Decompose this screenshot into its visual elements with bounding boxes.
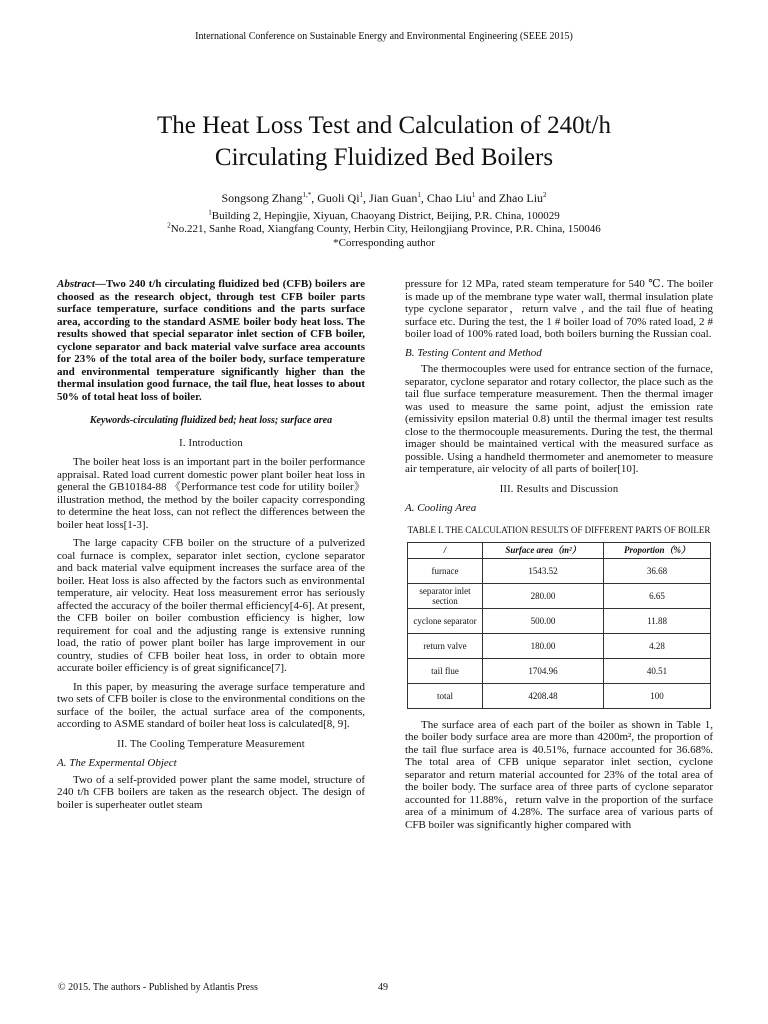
keywords: Keywords-circulating fluidized bed; heat loss; surface area — [89, 415, 333, 426]
table-cell: furnace — [408, 558, 483, 583]
author-separator: , — [420, 191, 427, 205]
table-cell: separator inlet section — [408, 583, 483, 608]
paper-title — [0, 110, 768, 174]
table-cell: return valve — [408, 633, 483, 658]
section-heading-results: III. Results and Discussion — [499, 483, 619, 495]
paragraph: The boiler heat loss is an important part in the boiler performance appraisal. Rated load current domestic power plant boiler heat loss in general the GB10184-88 《Performance test code for utility boiler》illustration method, the method by the boiler capacity corresponding to determine the heat loss, can not reflect the differences between the boiler heat loss[1-3]. — [57, 456, 365, 531]
author-separator: , — [311, 191, 318, 205]
table-caption: TABLE I. THE CALCULATION RESULTS OF DIFFERENT PARTS OF BOILER — [407, 524, 711, 535]
paragraph: The large capacity CFB boiler on the structure of a pulverized coal furnace is complex, separator inlet section, cyclone separator and back material valve equipment increases the surface area of the boiler. Heat loss is also affected by the factors such as environmental temperature, air velocity. Heat loss measurement error has seriously affected the accuracy of the boiler thermal efficiency[4-6]. At present, the CFB boiler on boiler combustion efficiency is higher, low requirement for coal and the adjusting range is extensive running load, the ratio of power plant boiler has large improvement in our country, studies of CFB boiler heat loss, in order to obtain more accurate boiler efficiency is of great significance[7]. — [57, 537, 365, 674]
table-cell: 4.28 — [604, 633, 711, 658]
title-line-1: The Heat Loss Test and Calculation of 240t/h — [157, 112, 611, 139]
table-cell: 40.51 — [604, 658, 711, 683]
affiliation-mark: 1 — [208, 208, 212, 217]
author-affiliation-mark: 2 — [543, 191, 547, 199]
table-row — [408, 683, 711, 708]
table-cell: 500.00 — [483, 608, 604, 633]
table-cell: cyclone separator — [408, 608, 483, 633]
table-cell: total — [408, 683, 483, 708]
table-row — [408, 633, 711, 658]
table-cell: 180.00 — [483, 633, 604, 658]
table-cell: tail flue — [408, 658, 483, 683]
author-affiliation-mark: 1 — [417, 191, 421, 199]
author-affiliation-mark: 1 — [471, 191, 476, 199]
subsection-heading-cooling-area: A. Cooling Area — [405, 502, 477, 514]
corresponding-author-note: *Corresponding author — [333, 237, 435, 249]
paragraph: In this paper, by measuring the average surface temperature and two sets of CFB boiler is close to the environmental conditions on the surface of the boiler, the actual surface area of the components, according to ASME standard of boiler heat loss is calculated[8, 9]. — [57, 680, 365, 730]
affiliation-2 — [0, 223, 768, 236]
table-cell: 6.65 — [604, 583, 711, 608]
paragraph: The surface area of each part of the boiler as shown in Table 1, the boiler body surface area are more than 4200m², the proportion of the tail flue surface area is 40.51%, furnace accounted for 36.68%. The total area of CFB unique separator inlet section, cyclone separator and return material accounted for 23% of the total area of the boiler body. The surface area of three parts of cyclone separator accounted for 11.88%，return valve in the proportion of the surface area of a minimum of 4.28%. The surface area of various parts of CFB boiler was significantly higher compared with — [405, 718, 713, 831]
affiliation-text: Building 2, Hepingjie, Xiyuan, Chaoyang District, Beijing, P.R. China, 100029 — [211, 210, 560, 222]
subsection-heading-experimental-object: A. The Expermental Object — [57, 757, 177, 769]
page-number: 49 — [378, 982, 388, 993]
paragraph: The thermocouples were used for entrance section of the furnace, separator, cyclone separator and rotary collector, the place such as the tail flue surface temperature measurement. Then the thermal imager was used to measure the same point, adjust the emission rate (emissivity epsilon material 0.8) until the thermal imager test results close to the thermocouple measurements. During the test, the thermal imager should be maintained vertical with the measured surface as possible. Using a handheld thermometer and anemometer to measure air temperature, air velocity of all parts of boiler[10]. — [405, 363, 713, 475]
table-row — [408, 583, 711, 608]
table-cell: 1543.52 — [483, 558, 604, 583]
author-separator: , — [363, 191, 370, 205]
author-name: Guoli Qi — [317, 191, 360, 205]
author-name: Chao Liu — [426, 191, 472, 205]
table-cell: 1704.96 — [483, 658, 604, 683]
abstract — [57, 278, 365, 403]
table-cell: 280.00 — [483, 583, 604, 608]
affiliation-1 — [0, 210, 768, 223]
author-affiliation-mark: 1 — [359, 191, 364, 199]
subsection-heading-testing-content: B. Testing Content and Method — [405, 346, 542, 359]
table-header-cell: Surface area（m²） — [483, 542, 604, 558]
author-name: Jian Guan — [369, 191, 418, 205]
abstract-text: —Two 240 t/h circulating fluidized bed (CFB) boilers are choosed as the research object, through test CFB boiler parts surface temperature, surface conditions and the parts surface area, according to the standard ASME boiler body heat loss. The results showed that special separator inlet section of CFB boiler, cyclone separator and back material valve surface area accounts for 23% of the total area of the boiler body, surface temperature and environmental temperature significantly higher than the thermal insulation good furnace, the tail flue, heat losses to about 50% of total heat loss of boiler. — [57, 278, 365, 403]
conference-header: International Conference on Sustainable Energy and Environmental Engineering (SEEE 2015) — [195, 31, 573, 42]
table-cell: 36.68 — [604, 558, 711, 583]
copyright-footer: © 2015. The authors - Published by Atlantis Press — [58, 982, 258, 993]
author-list — [0, 191, 768, 205]
title-line-2: Circulating Fluidized Bed Boilers — [214, 144, 554, 171]
table-row — [408, 608, 711, 633]
table-row — [408, 558, 711, 583]
table-row — [408, 658, 711, 683]
author-name: Songsong Zhang — [221, 191, 303, 205]
author-name: Zhao Liu — [498, 191, 544, 205]
right-column — [405, 278, 713, 837]
table-header-cell: Proportion（%） — [604, 542, 711, 558]
affiliation-mark: 2 — [167, 221, 171, 230]
table-cell: 100 — [604, 683, 711, 708]
table-cell: 4208.48 — [483, 683, 604, 708]
author-affiliation-mark: 1,* — [302, 191, 312, 199]
left-column — [57, 278, 365, 817]
affiliation-text: No.221, Sanhe Road, Xiangfang County, Herbin City, Heilongjiang Province, P.R. China, 150046 — [170, 223, 601, 235]
table-header-cell: / — [408, 542, 483, 558]
table-cell: 11.88 — [604, 608, 711, 633]
paragraph: Two of a self-provided power plant the same model, structure of 240 t/h CFB boilers are taken as the research object. The design of boiler is superheater outlet steam — [57, 773, 365, 811]
section-heading-cooling-temperature: II. The Cooling Temperature Measurement — [117, 738, 305, 750]
results-table — [407, 542, 711, 709]
table-header-row — [408, 542, 711, 558]
abstract-label: Abstract — [57, 278, 95, 290]
paragraph: pressure for 12 MPa, rated steam temperature for 540 ℃. The boiler is made up of the membrane type water wall, thermal insulation plate type cyclone separator，return valve , and the tail flue of heating surface etc. During the test, the 1 # boiler load of 70% rated load, 2 # boiler load of 100% rated load, both boilers burning the Russian coal. — [405, 278, 713, 340]
section-heading-introduction: I. Introduction — [179, 437, 243, 449]
author-separator: and — [475, 191, 499, 205]
